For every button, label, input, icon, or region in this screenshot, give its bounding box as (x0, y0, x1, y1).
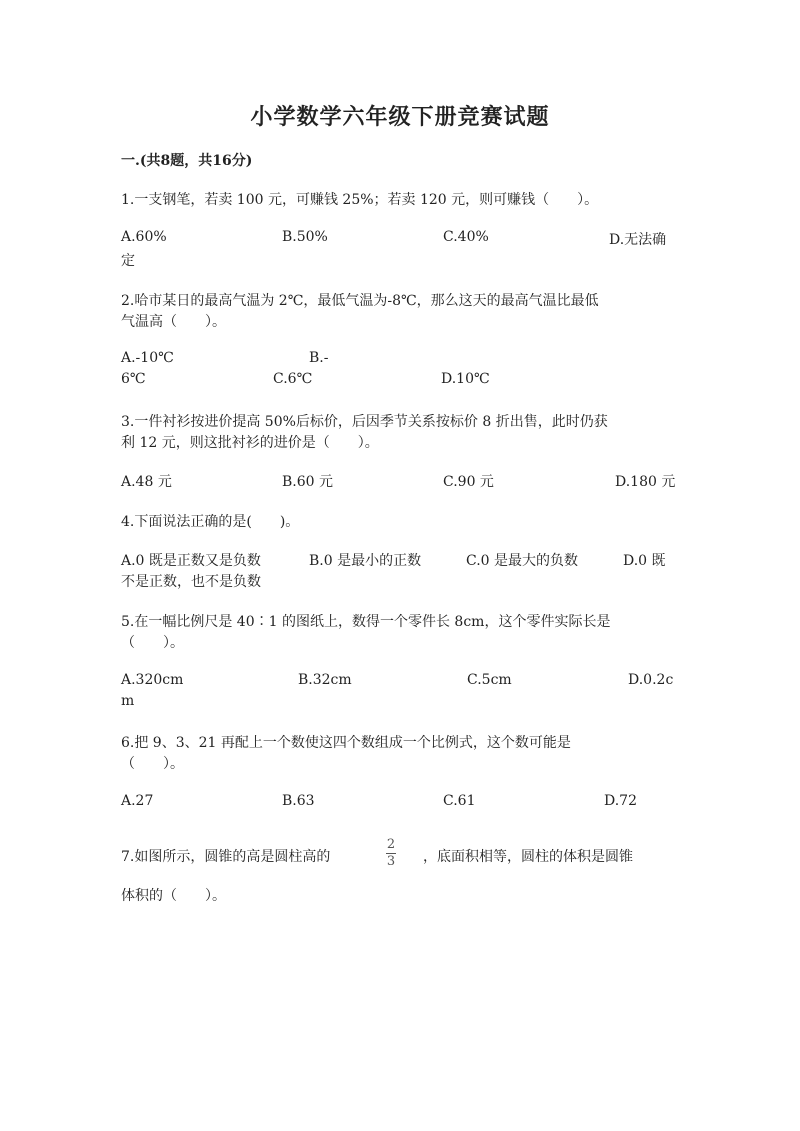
question-stem-after-fraction: ，底面积相等，圆柱的体积是圆锥 (423, 849, 633, 865)
question-stem: 1.一支钢笔，若卖 100 元，可赚钱 25%；若卖 120 元，则可赚钱（ ）。 (121, 192, 599, 208)
option-d: D.180 元 (615, 474, 676, 490)
option-b-continued: 6℃ (121, 371, 146, 387)
option-d: D.10℃ (441, 371, 490, 387)
section-header: 一.(共8题，共16分) (121, 153, 253, 169)
option-c: C.0 是最大的负数 (466, 553, 579, 569)
question-stem-continued: 气温高（ ）。 (121, 314, 226, 330)
option-d: D.0 既 (623, 553, 666, 569)
option-b: B.0 是最小的正数 (309, 553, 422, 569)
option-d-continued: 定 (121, 253, 135, 269)
option-c: C.6℃ (273, 371, 313, 387)
option-b: B.- (309, 350, 329, 366)
question-stem: 2.哈市某日的最高气温为 2℃，最低气温为-8℃，那么这天的最高气温比最低 (121, 293, 599, 309)
option-b: B.50% (282, 229, 328, 245)
option-b: B.32cm (298, 672, 352, 688)
option-b: B.60 元 (282, 474, 334, 490)
option-a: A.27 (121, 793, 154, 809)
option-b: B.63 (282, 793, 315, 809)
question-stem: 3.一件衬衫按进价提高 50%后标价，后因季节关系按标价 8 折出售，此时仍获 (121, 414, 608, 430)
fraction-numerator: 2 (386, 837, 396, 852)
question-stem: 4.下面说法正确的是( )。 (121, 514, 300, 530)
fraction-denominator: 3 (386, 854, 396, 869)
option-c: C.90 元 (443, 474, 494, 490)
option-a: A.48 元 (121, 474, 172, 490)
option-c: C.40% (443, 229, 489, 245)
option-d: D.72 (604, 793, 637, 809)
question-stem-continued: （ ）。 (121, 756, 184, 772)
option-d: D.0.2c (628, 672, 674, 688)
option-d-continued: m (121, 693, 135, 709)
option-d-continued: 不是正数，也不是负数 (121, 574, 261, 590)
question-stem: 5.在一幅比例尺是 40∶1 的图纸上，数得一个零件长 8cm，这个零件实际长是 (121, 614, 611, 630)
option-c: C.61 (443, 793, 476, 809)
option-c: C.5cm (467, 672, 512, 688)
question-stem-continued: 利 12 元，则这批衬衫的进价是（ ）。 (121, 435, 379, 451)
question-stem: 7.如图所示，圆锥的高是圆柱高的 (121, 849, 331, 865)
option-d: D.无法确 (609, 232, 667, 248)
option-a: A.-10℃ (121, 350, 174, 366)
question-stem: 6.把 9、3、21 再配上一个数使这四个数组成一个比例式，这个数可能是 (121, 735, 571, 751)
option-a: A.0 既是正数又是负数 (121, 553, 261, 569)
fraction (386, 838, 396, 869)
question-stem-continued: （ ）。 (121, 635, 184, 651)
page-title: 小学数学六年级下册竞赛试题 (250, 104, 550, 130)
option-a: A.320cm (121, 672, 184, 688)
question-stem-continued: 体积的（ ）。 (121, 888, 226, 904)
option-a: A.60% (121, 229, 167, 245)
